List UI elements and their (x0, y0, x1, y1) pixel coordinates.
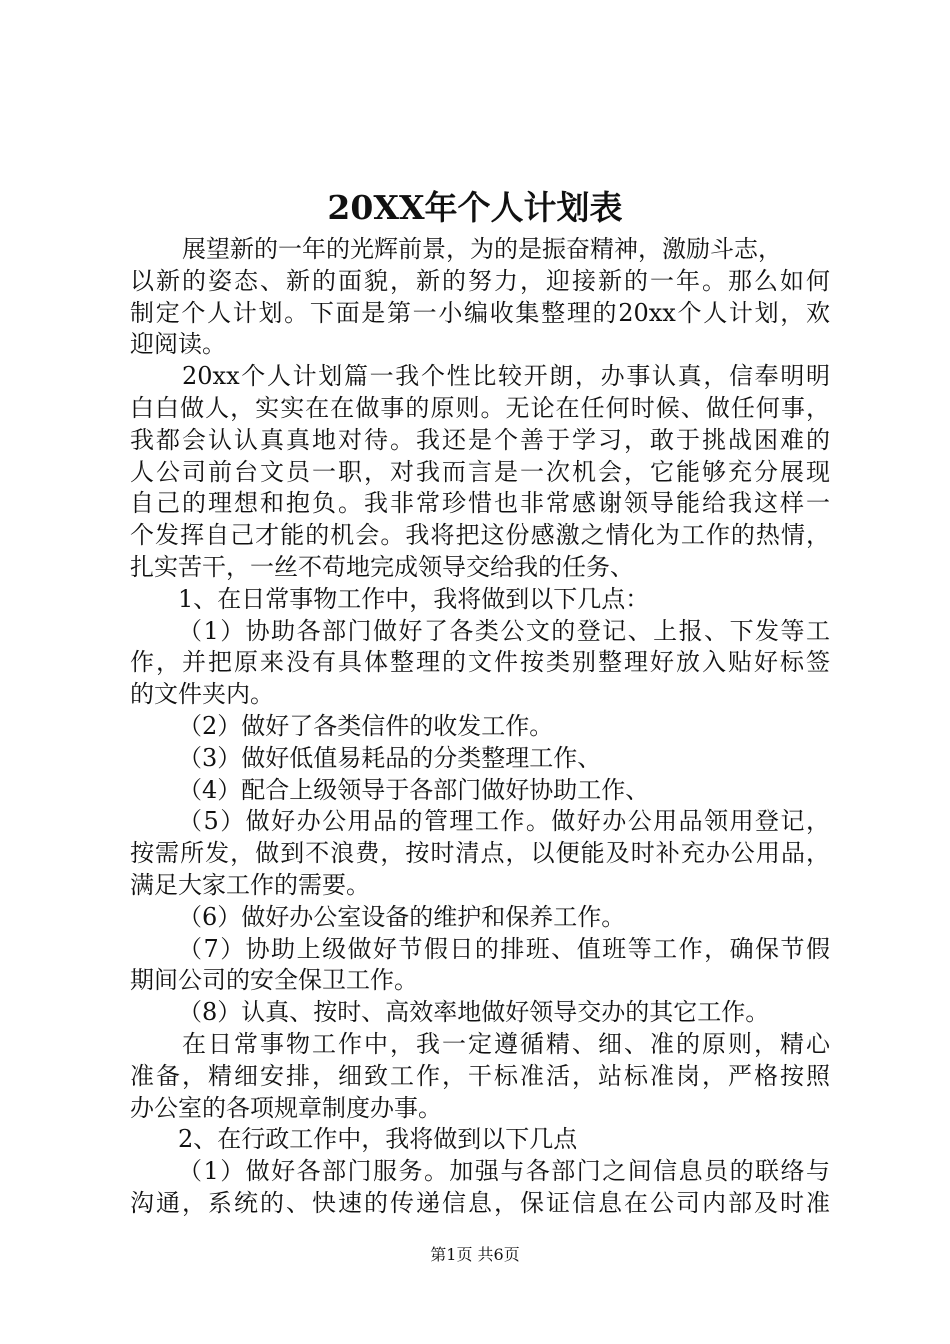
text-line: 期间公司的安全保卫工作。 (130, 966, 418, 995)
text-line: 迎阅读。 (130, 330, 226, 359)
text-line: 我都会认认真真地对待。我还是个善于学习，敢于挑战困难的 (130, 425, 830, 454)
text-line: 20xx个人计划篇一我个性比较开朗，办事认真，信奉明明 (182, 362, 830, 391)
text-line: 沟通，系统的、快速的传递信息，保证信息在公司内部及时准 (130, 1188, 830, 1217)
text-line: 的文件夹内。 (130, 680, 274, 709)
text-line: （2）做好了各类信件的收发工作。 (178, 711, 554, 740)
text-line: 满足大家工作的需要。 (130, 870, 370, 899)
text-line: （1）做好各部门服务。加强与各部门之间信息员的联络与 (178, 1157, 830, 1186)
document-title: 20XX年个人计划表 (327, 188, 623, 227)
text-line: （4）配合上级领导于各部门做好协助工作、 (178, 775, 650, 804)
text-line: 按需所发，做到不浪费，按时清点，以便能及时补充办公用品， (130, 839, 830, 868)
text-line: 扎实苦干，一丝不苟地完成领导交给我的任务、 (130, 552, 634, 581)
text-line: （1）协助各部门做好了各类公文的登记、上报、下发等工 (178, 616, 830, 645)
text-line: 展望新的一年的光辉前景，为的是振奋精神，激励斗志， (182, 235, 782, 263)
text-line: 制定个人计划。下面是第一小编收集整理的20xx个人计划，欢 (130, 298, 830, 327)
text-line: 准备，精细安排，细致工作，干标准活，站标准岗，严格按照 (130, 1061, 830, 1090)
text-line: 自己的理想和抱负。我非常珍惜也非常感谢领导能给我这样一 (130, 489, 830, 518)
text-line: 办公室的各项规章制度办事。 (130, 1093, 442, 1122)
document-body (130, 234, 830, 1220)
text-line: （7）协助上级做好节假日的排班、值班等工作，确保节假 (178, 934, 830, 963)
text-line: 在日常事物工作中，我一定遵循精、细、准的原则，精心 (182, 1029, 830, 1058)
text-line: 个发挥自己才能的机会。我将把这份感激之情化为工作的热情， (130, 521, 830, 550)
text-line: 2、在行政工作中，我将做到以下几点 (178, 1125, 578, 1154)
page-footer: 第1页 共6页 (430, 1245, 520, 1264)
text-line: （5）做好办公用品的管理工作。做好办公用品领用登记， (178, 807, 830, 836)
text-line: 人公司前台文员一职，对我而言是一次机会，它能够充分展现 (130, 457, 830, 486)
text-line: （8）认真、按时、高效率地做好领导交办的其它工作。 (178, 998, 770, 1027)
text-line: 作，并把原来没有具体整理的文件按类别整理好放入贴好标签 (130, 648, 830, 677)
text-line: （6）做好办公室设备的维护和保养工作。 (178, 902, 626, 931)
text-line: （3）做好低值易耗品的分类整理工作、 (178, 743, 602, 772)
text-line: 1、在日常事物工作中，我将做到以下几点： (178, 584, 650, 613)
text-line: 白白做人，实实在在做事的原则。无论在任何时候、做任何事， (130, 393, 830, 422)
text-line: 以新的姿态、新的面貌，新的努力，迎接新的一年。那么如何 (130, 266, 830, 295)
